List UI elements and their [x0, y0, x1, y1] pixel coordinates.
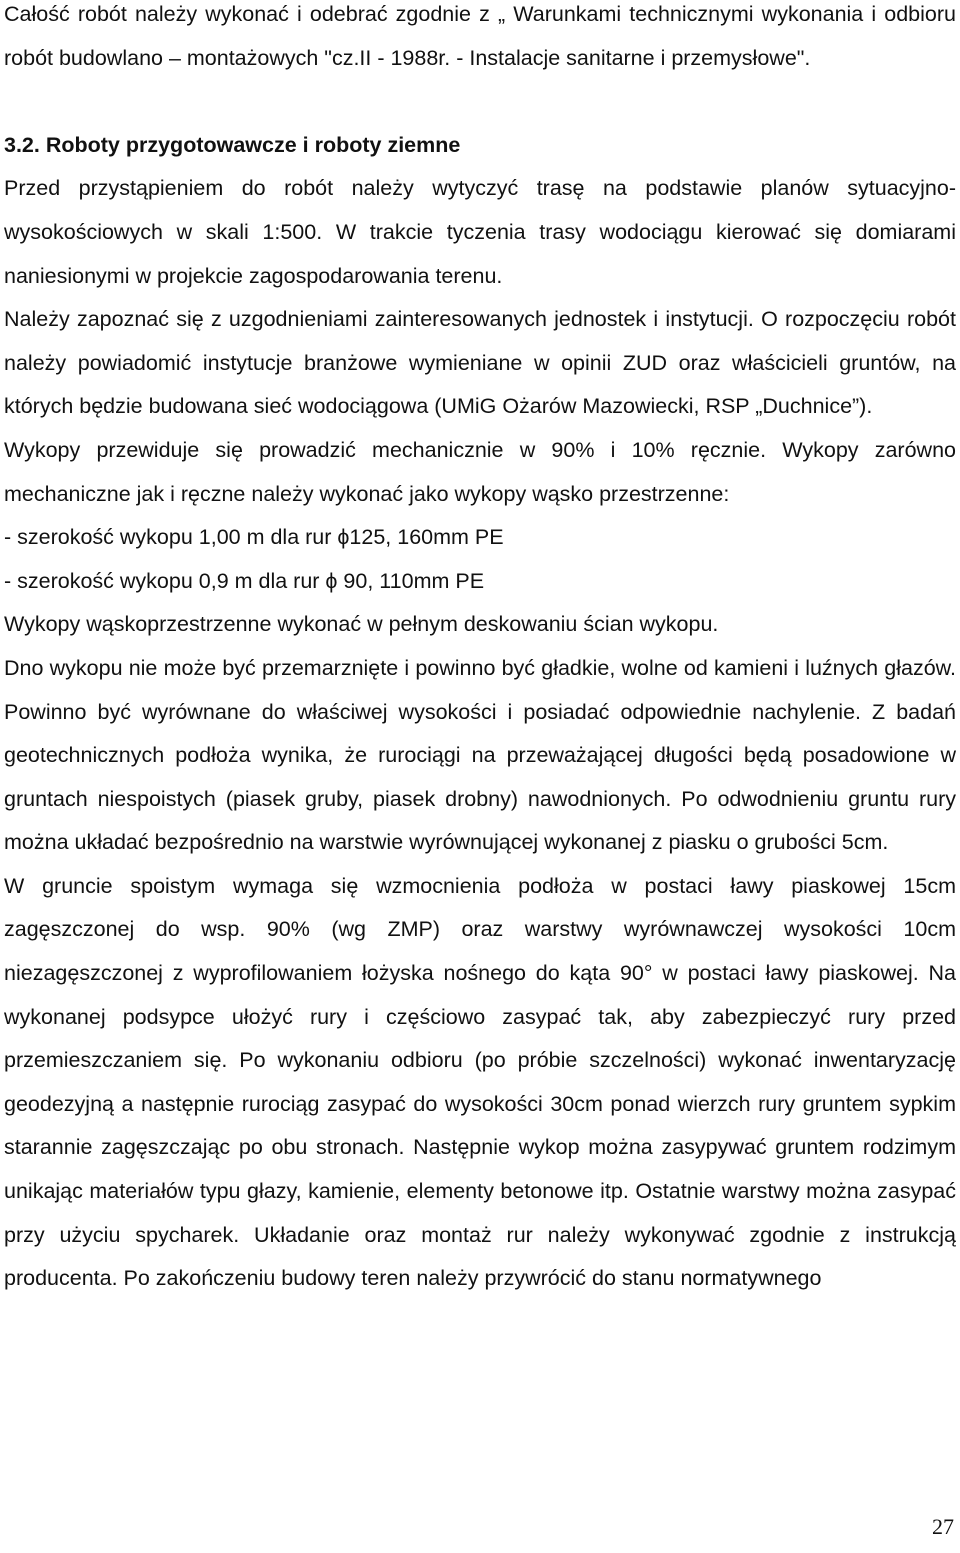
page-number: 27: [932, 1514, 954, 1539]
paragraph-route-setting: Przed przystąpieniem do robót należy wytyczyć trasę na podstawie planów sytuacyjno-wysokościowych w skali 1:500. W trakcie tyczenia trasy wodociągu kierować się domiarami naniesionymi w projekcie zagospodarowania terenu.: [4, 176, 956, 288]
paragraph-shoring: Wykopy wąskoprzestrzenne wykonać w pełnym deskowaniu ścian wykopu.: [4, 612, 719, 637]
section-heading: 3.2. Roboty przygotowawcze i roboty ziemne: [4, 132, 461, 157]
intro-paragraph: Całość robót należy wykonać i odebrać zgodnie z „ Warunkami technicznymi wykonania i odbioru robót budowlano – montażowych "cz.II - 1988r. - Instalacje sanitarne i przemysłowe".: [4, 2, 956, 70]
paragraph-trench-bottom: Dno wykopu nie może być przemarznięte i powinno być gładkie, wolne od kamieni i luźnych głazów. Powinno być wyrównane do właściwej wysokości i posiadać odpowiednie nachylenie. Z badań geotechnicznych podłoża wynika, że rurociągi na przeważającej długości będą posadowione w gruntach niespoistych (piasek gruby, piasek drobny) nawodnionych. Po odwodnieniu gruntu rury można układać bezpośrednio na warstwie wyrównującej wykonanej z piasku o grubości 5cm.: [4, 655, 956, 855]
list-item-trench-width-2: - szerokość wykopu 0,9 m dla rur ϕ 90, 110mm PE: [4, 568, 485, 593]
paragraph-excavations: Wykopy przewiduje się prowadzić mechanicznie w 90% i 10% ręcznie. Wykopy zarówno mechaniczne jak i ręczne należy wykonać jako wykopy wąsko przestrzenne:: [4, 437, 956, 506]
paragraph-agreements: Należy zapoznać się z uzgodnieniami zainteresowanych jednostek i instytucji. O rozpoczęciu robót należy powiadomić instytucje branżowe wymieniane w opinii ZUD oraz właścicieli gruntów, na których będzie budowana sieć wodociągowa (UMiG Ożarów Mazowiecki, RSP „Duchnice”).: [4, 307, 956, 419]
paragraph-cohesive-soil: W gruncie spoistym wymaga się wzmocnienia podłoża w postaci ławy piaskowej 15cm zagęszczonej do wsp. 90% (wg ZMP) oraz warstwy wyrównawczej wysokości 10cm niezagęszczonej z wyprofilowaniem łożyska nośnego do kąta 90° w postaci ławy piaskowej. Na wykonanej podsypce ułożyć rury i częściowo zasypać tak, aby zabezpieczyć rury przed przemieszczaniem się. Po wykonaniu odbioru (po próbie szczelności) wykonać inwentaryzację geodezyjną a następnie rurociąg zasypać do wysokości 30cm ponad wierzch rury gruntem sypkim starannie zagęszczając po obu stronach. Następnie wykop można zasypywać gruntem rodzimym unikając materiałów typu głazy, kamienie, elementy betonowe itp. Ostatnie warstwy można zasypać przy użyciu spycharek. Układanie oraz montaż rur należy wykonywać zgodnie z instrukcją producenta. Po zakończeniu budowy teren należy przywrócić do stanu normatywnego: [4, 873, 956, 1291]
list-item-trench-width-1: - szerokość wykopu 1,00 m dla rur ϕ125, 160mm PE: [4, 525, 504, 550]
document-body: [4, 0, 956, 1301]
